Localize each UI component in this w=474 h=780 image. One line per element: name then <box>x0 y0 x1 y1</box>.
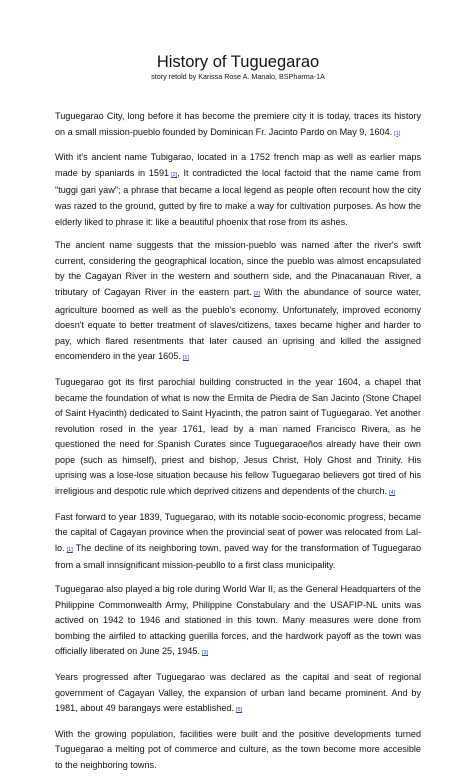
paragraph-7 <box>55 670 421 719</box>
paragraph-1 <box>55 109 421 142</box>
reference-link[interactable]: [4] <box>389 490 396 497</box>
paragraph-text: , It contradicted the local factoid that the name came from "tuggi gari yaw"; a phrase that became a local legend as people often recount how the city was razed to the ground, gutted by fire to make a way for cultivation purposes. As how the elderly liked to phrase it: like a beautiful phoenix that rose from its ashes. <box>55 167 421 227</box>
paragraph-2 <box>55 150 421 230</box>
paragraph-5 <box>55 510 421 574</box>
paragraph-text: The decline of its neighboring town, paved way for the transformation of Tuguegarao from a small innsignificant mission-peubllo to a first class municipality. <box>55 542 421 571</box>
paragraph-text: With the abundance of source water, agriculture boomed as well as the pueblo's economy. Unfortunately, improved economy doesn't equate to better treatment of slaves/citizens, taxes became higher and harder to pay, which flared resentments that later caused an uprising and killed the assigned encomendero in the year 1605. <box>55 286 421 362</box>
paragraph-text: Tuguegarao City, long before it has become the premiere city it is today, traces its history on a small mission-pueblo founded by Dominican Fr. Jacinto Pardo on May 9, 1604. <box>55 111 421 137</box>
document-title: History of Tuguegarao <box>156 53 320 71</box>
reference-link[interactable]: [2] <box>171 171 178 178</box>
paragraph-3 <box>55 238 421 367</box>
paragraph-text: The ancient name suggests that the mission-pueblo was named after the river's swift current, considering the geographical location, since the pueblo was almost encapsulated by the Cagayan River in the western and southern side, and the Pinacanauan River, a tributary of Cagayan River in the eastern part. <box>55 240 421 297</box>
reference-link[interactable]: [5] <box>235 707 243 714</box>
paragraph-text: With the growing population, facilities were built and the positive developments turned Tuguegarao a melting pot of commerce and culture, as the town become more accesible to the neighboring towns. <box>55 728 421 770</box>
paragraph-4 <box>55 375 421 502</box>
paragraph-text: Tuguegarao got its first parochial building constructed in the year 1604, a chapel that became the foundation of what is now the Ermita de Piedra de San Jacinto (Stone Chapel of Saint Hyacinth) dedicated to Saint Hyacinth, the patron saint of Tuguegarao. Yet another revolution rosed in the year 1761, lead by a man named Francisco Rivera, as he questioned the need for Spanish Curates since Tuguegaraoeños already have their own pope (such as himself), priest and bishop, Jesus Christ, Holy Ghost and Trinity. His uprising was a lose-lose situation because his fellow Tuguegarao believers got tired of his irreligious and despotic rule which deprived citizens and dependents of the church. <box>55 376 421 497</box>
paragraph-text: Tuguegarao also played a big role during World War II, as the General Headquarters of the Philippine Commonwealth Army, Philippine Constabulary and the USAFIP-NL units was actived on 1942 to 1946 and stationed in this town. Many measures were done from bombing the airfiled to attacking guerilla forces, and the hardwork payoff as the town was officially liberated on June 25, 1945. <box>55 584 421 657</box>
reference-link[interactable]: [1] <box>394 130 401 137</box>
reference-link[interactable]: [1] <box>66 546 73 553</box>
reference-link[interactable]: [1] <box>182 355 190 362</box>
paragraph-text: Years progressed after Tuguegarao was declared as the capital and seat of regional government of Cagayan Valley, the expansion of urban land became prominent. And by 1981, about 49 barangays were established. <box>55 672 421 714</box>
reference-link[interactable]: [3] <box>201 650 209 657</box>
paragraph-text: Fast forward to year 1839, Tuguegarao, with its notable socio-economic progress, became the capital of Cagayan province when the provincial seat of power was relocated from Lal-lo. <box>55 511 421 553</box>
paragraph-8 <box>55 727 421 774</box>
paragraph-text: With it's ancient name Tubigarao, located in a 1752 french map as well as earlier maps made by spaniards in 1591 <box>55 152 421 178</box>
document-subtitle: story retold by Karissa Rose A. Manalo, BSPharma-1A <box>151 72 325 81</box>
paragraph-6 <box>55 582 421 662</box>
reference-link[interactable]: [2] <box>253 290 260 297</box>
